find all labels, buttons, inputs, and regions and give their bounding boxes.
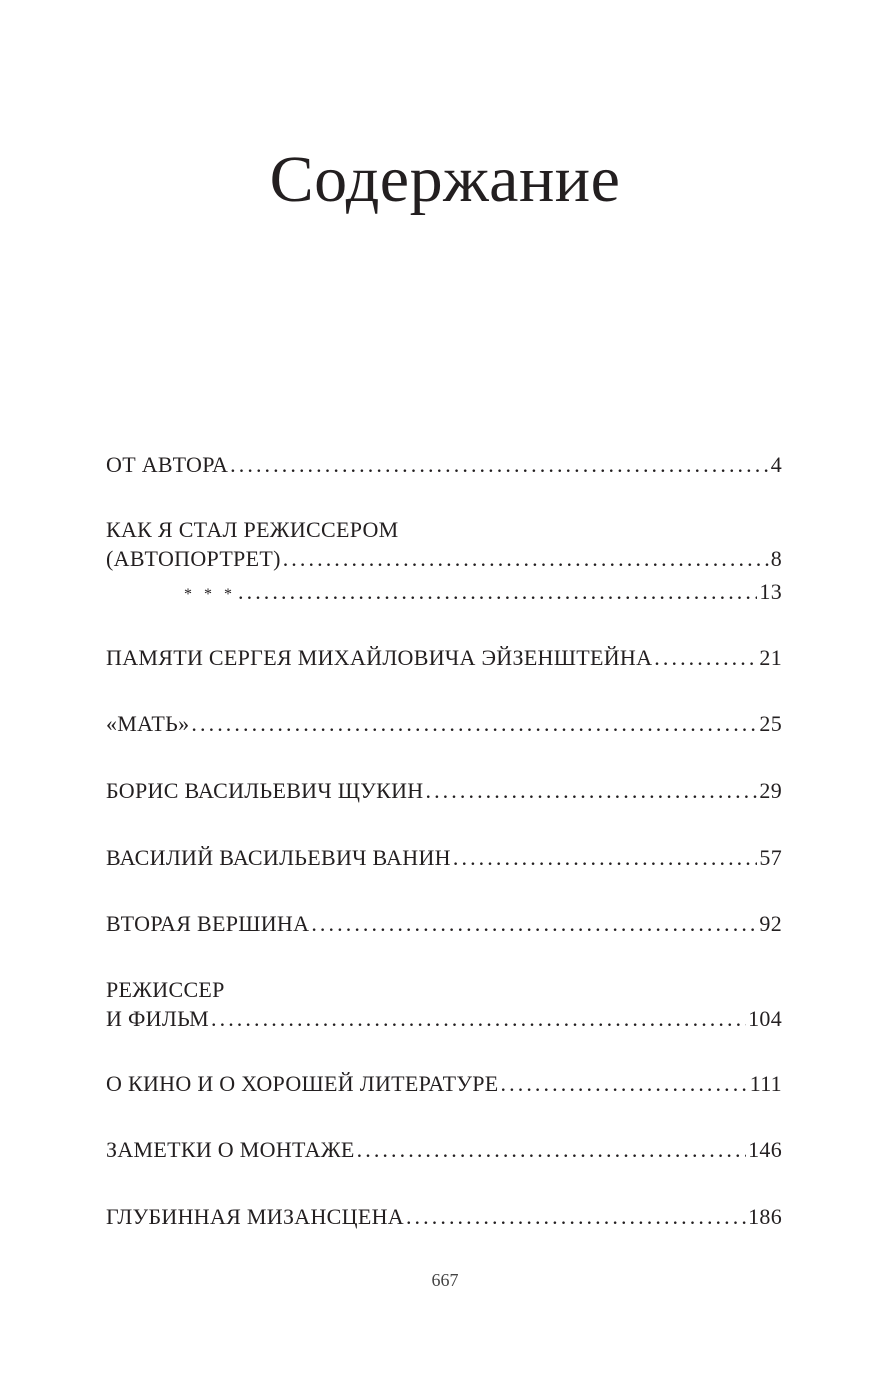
toc-entry-title: ПАМЯТИ СЕРГЕЯ МИХАЙЛОВИЧА ЭЙЗЕНШТЕЙНА — [106, 645, 653, 670]
toc-entry-title: ВАСИЛИЙ ВАСИЛЬЕВИЧ ВАНИН — [106, 845, 451, 870]
toc-entry-page: 104 — [748, 1006, 782, 1031]
dot-leader — [654, 645, 757, 671]
toc-entry — [106, 1071, 782, 1101]
toc-entry — [106, 1006, 782, 1036]
toc-entry — [106, 579, 782, 609]
toc-entry-title-line1: КАК Я СТАЛ РЕЖИССЕРОМ — [106, 517, 399, 542]
toc-entry — [106, 845, 782, 875]
toc-entry-page: 8 — [770, 546, 782, 571]
toc-entry-page: 146 — [748, 1137, 782, 1162]
toc-entry-title-line1: РЕЖИССЕР — [106, 977, 225, 1002]
toc-entry-page: 29 — [759, 778, 782, 803]
dot-leader — [283, 546, 769, 572]
dot-leader — [230, 452, 769, 478]
toc-entry-page: 92 — [759, 911, 782, 936]
toc-entry-title: О КИНО И О ХОРОШЕЙ ЛИТЕРАТУРЕ — [106, 1071, 499, 1096]
toc-entry-title: «МАТЬ» — [106, 711, 190, 736]
toc-entry — [106, 711, 782, 741]
toc-entry-title: ОТ АВТОРА — [106, 452, 229, 477]
toc-entry-title: И ФИЛЬМ — [106, 1006, 209, 1031]
dot-leader — [406, 1204, 746, 1230]
toc-entry-page: 21 — [759, 645, 782, 670]
toc-entry-page: 13 — [759, 579, 782, 604]
page-title: Содержание — [269, 143, 621, 216]
toc-entry-page: 4 — [770, 452, 782, 477]
dot-leader — [311, 911, 757, 937]
toc-entry-page: 57 — [759, 845, 782, 870]
page-number: 667 — [431, 1270, 459, 1290]
dot-leader — [501, 1071, 748, 1097]
dot-leader — [238, 579, 757, 605]
toc-entry-page: 111 — [749, 1071, 782, 1096]
dot-leader — [191, 711, 757, 737]
dot-leader — [425, 778, 757, 804]
toc-entry — [106, 1204, 782, 1234]
toc-entry — [106, 911, 782, 941]
dot-leader — [211, 1006, 746, 1032]
toc-entry — [106, 452, 782, 482]
toc-entry — [106, 1137, 782, 1167]
toc-entry-title: * * * — [184, 586, 236, 603]
toc-entry-title: ВТОРАЯ ВЕРШИНА — [106, 911, 310, 936]
dot-leader — [357, 1137, 746, 1163]
toc-entry — [106, 778, 782, 808]
toc-entry — [106, 645, 782, 675]
toc-entry-title: (АВТОПОРТРЕТ) — [106, 546, 281, 571]
toc-entry-title: ЗАМЕТКИ О МОНТАЖЕ — [106, 1137, 355, 1162]
toc-entry-title: БОРИС ВАСИЛЬЕВИЧ ЩУКИН — [106, 778, 424, 803]
dot-leader — [453, 845, 758, 871]
toc-entry — [106, 546, 782, 576]
toc-entry-title: ГЛУБИННАЯ МИЗАНСЦЕНА — [106, 1204, 404, 1229]
toc-entry-page: 25 — [759, 711, 782, 736]
toc-entry-page: 186 — [748, 1204, 782, 1229]
